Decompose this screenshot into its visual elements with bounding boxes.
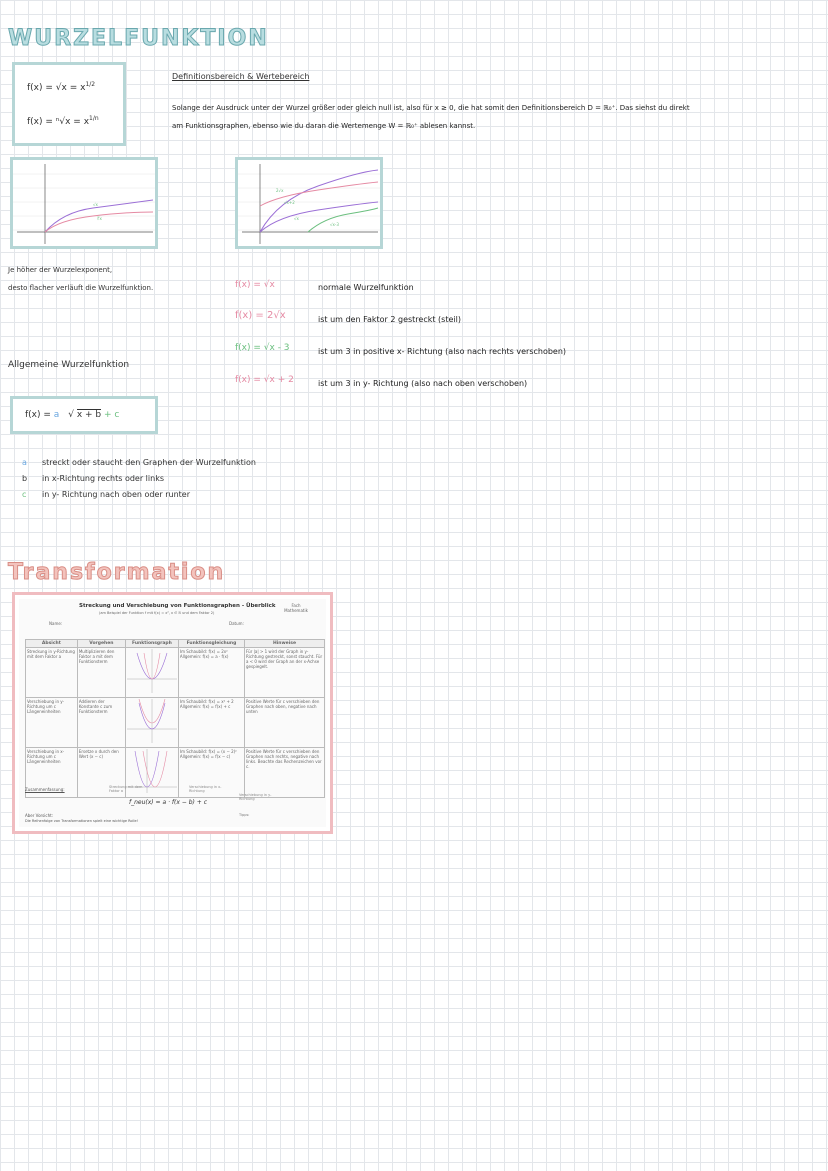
ws-row1-hinweise: Für |a| > 1 wird der Graph in y-Richtung gestreckt, sonst staucht. Für a < 0 wird der Graph an der x-Achse gespiegelt. xyxy=(245,648,325,698)
worksheet-table xyxy=(25,639,325,798)
param-item-a xyxy=(22,458,256,474)
definition-line-1-exponent: 1/2 xyxy=(85,81,96,88)
example-formula-1: f(x) = √x xyxy=(235,280,275,290)
graph-1-svg xyxy=(13,160,155,246)
param-list xyxy=(22,458,256,506)
ws-row3-hinweise: Positive Werte für c verschieben den Graphen nach rechts, negative nach links. Beachte das Rechenzeichen vor c. xyxy=(245,748,325,798)
ws-row1-absicht: Streckung in y-Richtung mit dem Faktor a xyxy=(26,648,78,698)
ws-row2-graph xyxy=(125,698,178,748)
section-title: Transformation xyxy=(8,560,226,585)
worksheet-summary-note-2: Verschiebung in x-Richtung xyxy=(189,785,222,793)
param-letter-c: c xyxy=(22,490,27,499)
graph-2 xyxy=(235,157,383,249)
graph-1 xyxy=(10,157,158,249)
ws-row2-gleichung: Im Schaubild: f(x) = x² + 2 Allgemein: f(x) = f(x) + c xyxy=(178,698,244,748)
param-item-b xyxy=(22,474,256,490)
param-letter-a: a xyxy=(22,458,27,467)
general-formula xyxy=(25,410,119,420)
example-desc-3: ist um 3 in positive x- Richtung (also nach rechts verschoben) xyxy=(318,347,567,356)
example-formula-2: f(x) = 2√x xyxy=(235,310,286,321)
worksheet-image xyxy=(12,592,333,834)
domain-heading: Definitionsbereich & Wertebereich xyxy=(172,72,310,81)
definition-line-1-text: f(x) = √x = x xyxy=(27,83,86,93)
ws-row3-gleichung: Im Schaubild: f(x) = (x − 2)² Allgemein: f(x) = f(x − c) xyxy=(178,748,244,798)
definition-line-1 xyxy=(27,81,95,93)
note-line-2: desto flacher verläuft die Wurzelfunktion. xyxy=(8,284,154,292)
definition-line-2-exponent: 1/n xyxy=(89,115,99,122)
worksheet-summary-note-1: Streckung mit dem Faktor a xyxy=(109,785,143,793)
domain-text-2: am Funktionsgraphen, ebenso wie du daran die Wertemenge W = ℝ₀⁺ ablesen kannst. xyxy=(172,122,476,130)
example-formula-4: f(x) = √x + 2 xyxy=(235,375,294,385)
ws-row2-absicht: Verschiebung in y-Richtung um c Längeneinheiten xyxy=(26,698,78,748)
graph-2-curve-sqrt-minus-3 xyxy=(308,208,378,232)
ws-row2-hinweise: Positive Werte für c verschieben den Graphen nach oben, negative nach unten xyxy=(245,698,325,748)
graph-1-label-1: √x xyxy=(93,202,98,207)
general-formula-prefix: f(x) = xyxy=(25,410,51,420)
ws-col-absicht: Absicht xyxy=(26,640,78,648)
worksheet-tips-label: Tipps: xyxy=(239,813,250,817)
general-formula-a: a xyxy=(53,410,60,420)
graph-2-svg xyxy=(238,160,380,246)
ws-row1-graph xyxy=(125,648,178,698)
example-desc-1: normale Wurzelfunktion xyxy=(318,283,414,292)
note-line-1: Je höher der Wurzelexponent, xyxy=(8,266,113,274)
general-heading: Allgemeine Wurzelfunktion xyxy=(8,360,130,370)
worksheet-summary-formula: f_neu(x) = a · f(x − b) + c xyxy=(129,799,208,806)
worksheet-title: Streckung und Verschiebung von Funktionsgraphen - Überblick xyxy=(79,603,276,609)
graph-2-label-3: √x xyxy=(294,216,299,221)
param-text-b: in x-Richtung rechts oder links xyxy=(42,474,164,483)
worksheet-summary-label: Zusammenfassung: xyxy=(25,787,65,792)
general-formula-inside: x + b xyxy=(76,410,102,420)
ws-col-gleichung: Funktionsgleichung xyxy=(178,640,244,648)
graph-2-label-4: √x-3 xyxy=(330,222,339,227)
ws-row1-gleichung: Im Schaubild: f(x) = 2x² Allgemein: f(x) = a · f(x) xyxy=(178,648,244,698)
worksheet-warning-label: Aber Vorsicht: xyxy=(25,813,54,818)
graph-1-curve-cbrt xyxy=(45,212,153,232)
example-desc-2: ist um den Faktor 2 gestreckt (steil) xyxy=(318,315,461,324)
param-text-c: in y- Richtung nach oben oder runter xyxy=(42,490,191,499)
ws-col-graph: Funktionsgraph xyxy=(125,640,178,648)
general-formula-root: √ xyxy=(68,410,74,420)
definition-line-2-text: f(x) = ⁿ√x = x xyxy=(27,117,90,127)
graph-2-label-2: √x+2 xyxy=(284,200,295,205)
general-formula-c: + c xyxy=(104,410,120,420)
graph-1-label-2: ∛x xyxy=(97,216,102,221)
ws-col-hinweise: Hinweise xyxy=(245,640,325,648)
graph-2-curve-sqrt xyxy=(260,202,378,232)
ws-row3-vorgehen: Ersetze x durch den Wert (x − c) xyxy=(77,748,125,798)
worksheet-warning-text: Die Reihenfolge von Transformationen spielt eine wichtige Rolle! xyxy=(25,819,139,823)
example-desc-4: ist um 3 in y- Richtung (also nach oben verschoben) xyxy=(318,379,528,388)
worksheet-date-label: Datum: xyxy=(229,621,244,626)
domain-text-1: Solange der Ausdruck unter der Wurzel größer oder gleich null ist, also für x ≥ 0, die hat somit den Definitionsbereich D = ℝ₀⁺. Das siehst du direkt xyxy=(172,104,690,112)
param-letter-b: b xyxy=(22,474,28,483)
ws-row2-vorgehen: Addieren der Konstante c zum Funktionsterm xyxy=(77,698,125,748)
ws-col-vorgehen: Vorgehen xyxy=(77,640,125,648)
general-formula-box xyxy=(10,396,158,434)
definition-box xyxy=(12,62,126,146)
graph-2-label-1: 2√x xyxy=(276,188,284,193)
param-item-c xyxy=(22,490,256,506)
example-formula-3: f(x) = √x - 3 xyxy=(235,343,290,353)
worksheet-subject: Fach Mathematik xyxy=(284,603,308,613)
graph-2-curve-2sqrt xyxy=(260,170,378,232)
definition-line-2 xyxy=(27,115,99,127)
worksheet-subtitle: (am Beispiel der Funktion f mit f(x) = x², x ∈ ℝ und dem Faktor 2) xyxy=(99,611,215,615)
ws-row1-vorgehen: Multiplizieren den Faktor a mit dem Funktionsterm xyxy=(77,648,125,698)
ws-row3-absicht: Verschiebung in x-Richtung um c Längeneinheiten xyxy=(26,748,78,798)
worksheet-summary-note-3: Verschiebung in y-Richtung xyxy=(239,793,272,801)
param-text-a: streckt oder staucht den Graphen der Wurzelfunktion xyxy=(42,458,256,467)
page-title: WURZELFUNKTION xyxy=(8,26,269,51)
worksheet-name-label: Name: xyxy=(49,621,63,626)
